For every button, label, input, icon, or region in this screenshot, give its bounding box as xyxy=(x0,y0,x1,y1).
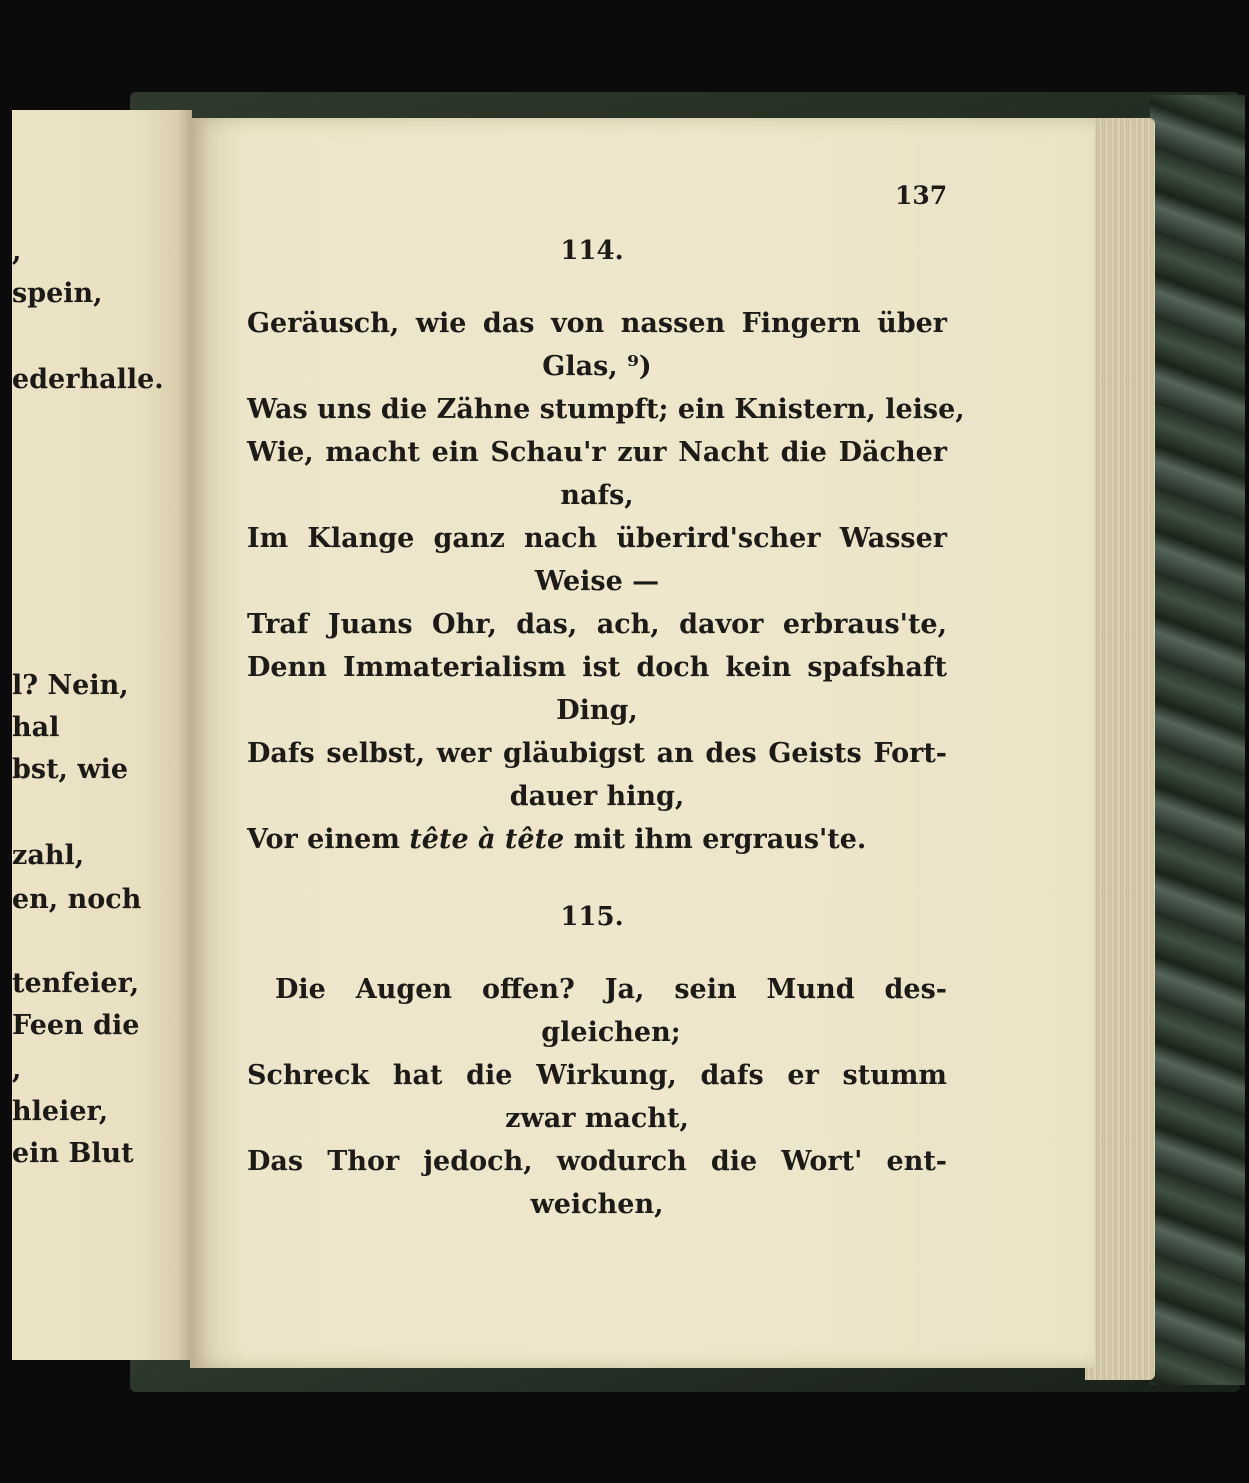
stanza-114 xyxy=(247,302,965,861)
verse-italic: tête à tête xyxy=(409,824,565,855)
verse-line-continuation: Glas, ⁹) xyxy=(542,351,652,382)
verse-line-continuation: zwar macht, xyxy=(505,1103,689,1134)
verse-line-italic xyxy=(247,818,947,861)
left-line: bst, wie xyxy=(12,754,129,785)
left-line: zahl, xyxy=(12,840,85,871)
left-line: hal xyxy=(12,712,60,743)
verse-line: Schreck hat die Wirkung, dafs er stumm xyxy=(247,1060,947,1091)
verse-text: Vor einem xyxy=(247,824,410,855)
stanza-115-cont xyxy=(247,1054,947,1226)
verse-line: Wie, macht ein Schau'r zur Nacht die Dächer xyxy=(247,437,947,468)
verse-line: Dafs selbst, wer gläubigst an des Geists Fort- xyxy=(247,738,947,769)
verse-line: Was uns die Zähne stumpft; ein Knistern, leise, xyxy=(247,394,965,425)
stanza-number: 114. xyxy=(560,236,624,266)
left-line: ein Blut xyxy=(12,1138,134,1169)
left-line: ederhalle. xyxy=(12,364,164,395)
cover-marbled-edge xyxy=(1150,95,1245,1385)
left-line: , xyxy=(12,236,22,267)
verse-line: Im Klange ganz nach überird'scher Wasser xyxy=(247,523,947,554)
left-line: hleier, xyxy=(12,1096,109,1127)
verse-line: Geräusch, wie das von nassen Fingern über xyxy=(247,308,947,339)
verse-line-continuation: nafs, xyxy=(560,480,634,511)
verse-text: mit ihm ergraus'te. xyxy=(564,824,867,855)
stanza-115 xyxy=(275,968,947,1054)
left-line: tenfeier, xyxy=(12,968,140,999)
left-page xyxy=(12,110,192,1360)
left-line: spein, xyxy=(12,278,103,309)
verse-line-continuation: weichen, xyxy=(530,1189,664,1220)
verse-line-continuation: Ding, xyxy=(556,695,638,726)
page-stack-edge xyxy=(1085,118,1155,1380)
left-line: , xyxy=(12,1054,22,1085)
verse-line-continuation: gleichen; xyxy=(541,1017,681,1048)
verse-line: Die Augen offen? Ja, sein Mund des- xyxy=(275,974,947,1005)
verse-line: Traf Juans Ohr, das, ach, davor erbraus'te, xyxy=(247,609,947,640)
verse-line-continuation: dauer hing, xyxy=(509,781,685,812)
stanza-number: 115. xyxy=(560,902,624,932)
verse-line: Das Thor jedoch, wodurch die Wort' ent- xyxy=(247,1146,947,1177)
verse-line: Denn Immaterialism ist doch kein spafshaft xyxy=(247,652,947,683)
left-line: Feen die xyxy=(12,1010,140,1041)
page-number: 137 xyxy=(895,181,948,210)
left-line: l? Nein, xyxy=(12,670,129,701)
verse-line-continuation: Weise — xyxy=(534,566,660,597)
left-line: en, noch xyxy=(12,884,142,915)
